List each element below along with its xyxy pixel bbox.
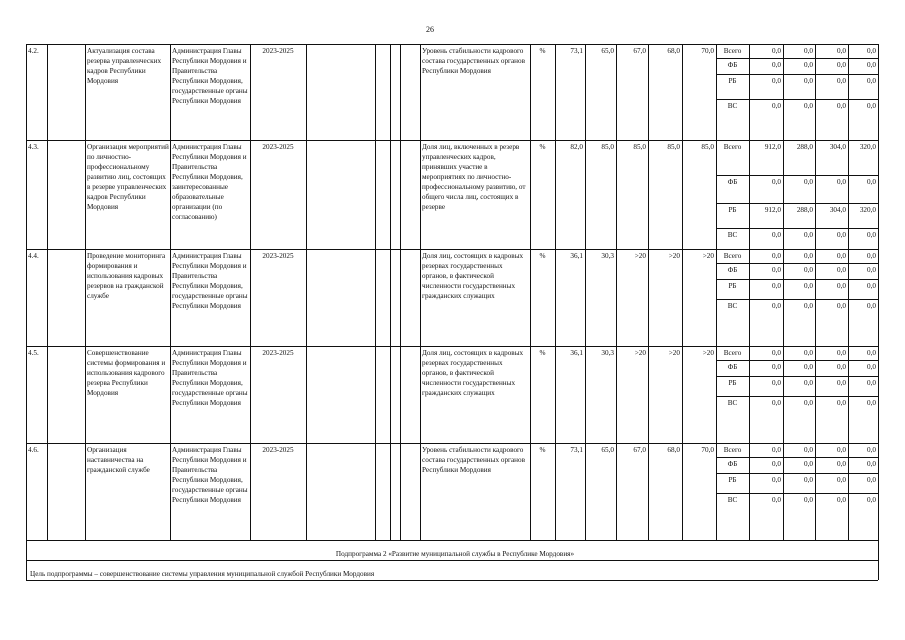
finance-hline (716, 203, 878, 204)
executor: Администрация Главы Республики Мордовия и Правительства Республики Мордовия, государственные органы Республики Мордовия (172, 349, 248, 407)
funding-amount: 0,0 (837, 349, 846, 357)
event-name: Совершенствование системы формирования и использования кадрового резерва Республики Мордовия (87, 349, 166, 397)
table-hline (26, 443, 878, 444)
funding-amount: 0,0 (804, 446, 813, 454)
funding-amount: 0,0 (804, 61, 813, 69)
funding-source: Всего (723, 143, 742, 151)
funding-amount: 912,0 (764, 143, 781, 151)
funding-amount: 0,0 (867, 61, 876, 69)
indicator-value: 65,0 (601, 446, 614, 454)
funding-amount: 0,0 (772, 61, 781, 69)
finance-hline (716, 279, 878, 280)
unit: % (539, 47, 546, 55)
funding-amount: 0,0 (837, 476, 846, 484)
funding-amount: 0,0 (804, 77, 813, 85)
executor: Администрация Главы Республики Мордовия и Правительства Республики Мордовия, государственные органы Республики Мордовия (172, 446, 248, 504)
funding-amount: 0,0 (804, 102, 813, 110)
funding-amount: 0,0 (772, 266, 781, 274)
funding-amount: 0,0 (837, 399, 846, 407)
funding-amount: 0,0 (837, 47, 846, 55)
indicator-value: 68,0 (667, 47, 680, 55)
indicator: Доля лиц, состоящих в кадровых резервах государственных органов, в фактической численности государственных гражданских служащих (422, 252, 524, 300)
funding-source: ФБ (727, 266, 738, 274)
funding-amount: 0,0 (772, 363, 781, 371)
funding-amount: 304,0 (829, 143, 846, 151)
indicator-value: 85,0 (601, 143, 614, 151)
funding-amount: 0,0 (867, 399, 876, 407)
funding-amount: 0,0 (867, 231, 876, 239)
table-vline (616, 44, 617, 540)
funding-amount: 288,0 (796, 143, 813, 151)
funding-amount: 0,0 (867, 302, 876, 310)
table-hline (26, 346, 878, 347)
funding-amount: 0,0 (867, 446, 876, 454)
indicator-value: 30,3 (601, 252, 614, 260)
funding-amount: 0,0 (772, 47, 781, 55)
row-number: 4.3. (28, 143, 39, 151)
indicator-value: 85,0 (667, 143, 680, 151)
table-vline (390, 44, 391, 540)
funding-amount: 0,0 (837, 496, 846, 504)
funding-amount: 0,0 (867, 460, 876, 468)
table-vline (375, 44, 376, 540)
table-vline (306, 44, 307, 540)
row-number: 4.6. (28, 446, 39, 454)
table-vline (47, 44, 48, 540)
funding-source: ВС (727, 399, 738, 407)
funding-amount: 0,0 (772, 231, 781, 239)
funding-amount: 0,0 (867, 363, 876, 371)
funding-source: Всего (723, 47, 742, 55)
table-hline (26, 540, 878, 541)
funding-source: РБ (728, 379, 737, 387)
funding-source: ФБ (727, 363, 738, 371)
unit: % (539, 446, 546, 454)
indicator-value: 70,0 (701, 47, 714, 55)
indicator-value: >20 (702, 252, 714, 260)
funding-amount: 0,0 (804, 282, 813, 290)
funding-amount: 0,0 (837, 446, 846, 454)
period: 2023-2025 (262, 349, 294, 357)
indicator-value: >20 (668, 349, 680, 357)
funding-amount: 0,0 (804, 178, 813, 186)
finance-hline (716, 228, 878, 229)
indicator-value: 36,1 (570, 252, 583, 260)
funding-amount: 0,0 (804, 302, 813, 310)
funding-source: ФБ (727, 61, 738, 69)
funding-source: ВС (727, 496, 738, 504)
funding-amount: 0,0 (867, 47, 876, 55)
indicator-value: 70,0 (701, 446, 714, 454)
funding-amount: 0,0 (837, 460, 846, 468)
table-vline (878, 540, 879, 580)
finance-hline (716, 175, 878, 176)
finance-hline (716, 376, 878, 377)
table-vline (420, 44, 421, 540)
finance-hline (716, 473, 878, 474)
funding-amount: 0,0 (837, 266, 846, 274)
event-name: Организация мероприятий по личностно-профессиональному развитию лиц, состоящих в резерве управленческих кадров Республики Мордовия (87, 143, 169, 211)
funding-amount: 0,0 (772, 399, 781, 407)
funding-amount: 0,0 (837, 363, 846, 371)
funding-source: ФБ (727, 178, 738, 186)
executor: Администрация Главы Республики Мордовия и Правительства Республики Мордовия, государственные органы Республики Мордовия (172, 252, 248, 310)
funding-amount: 0,0 (867, 349, 876, 357)
funding-amount: 0,0 (804, 231, 813, 239)
finance-hline (716, 74, 878, 75)
finance-hline (716, 493, 878, 494)
funding-amount: 0,0 (772, 379, 781, 387)
indicator-value: 82,0 (570, 143, 583, 151)
table-hline (26, 560, 878, 561)
funding-amount: 0,0 (772, 460, 781, 468)
funding-source: ФБ (727, 460, 738, 468)
funding-amount: 0,0 (867, 77, 876, 85)
funding-amount: 0,0 (772, 446, 781, 454)
funding-source: РБ (728, 282, 737, 290)
subprogram-title: Подпрограмма 2 «Развитие муниципальной службы в Республике Мордовия» (335, 550, 575, 558)
funding-amount: 0,0 (804, 252, 813, 260)
funding-amount: 0,0 (867, 266, 876, 274)
funding-amount: 0,0 (837, 61, 846, 69)
table-vline (85, 44, 86, 540)
funding-amount: 0,0 (772, 496, 781, 504)
funding-amount: 0,0 (772, 77, 781, 85)
indicator-value: 85,0 (633, 143, 646, 151)
table-vline (682, 44, 683, 540)
table-vline (250, 44, 251, 540)
funding-source: РБ (728, 77, 737, 85)
funding-source: ВС (727, 102, 738, 110)
funding-amount: 0,0 (837, 302, 846, 310)
finance-hline (716, 58, 878, 59)
funding-amount: 0,0 (804, 266, 813, 274)
funding-amount: 320,0 (859, 206, 876, 214)
funding-amount: 0,0 (772, 476, 781, 484)
event-name: Проведение мониторинга формирования и использования кадровых резервов на гражданской службе (87, 252, 166, 300)
funding-amount: 0,0 (837, 77, 846, 85)
indicator-value: 36,1 (570, 349, 583, 357)
table-hline (26, 140, 878, 141)
event-name: Организация наставничества на гражданской службе (87, 446, 150, 474)
indicator: Доля лиц, включенных в резерв управленческих кадров, принявших участие в мероприятиях по личностно-профессиональному развитию, от общего числа лиц, состоящих в резерве (422, 143, 526, 211)
funding-amount: 0,0 (772, 349, 781, 357)
indicator: Доля лиц, состоящих в кадровых резервах государственных органов, в фактической численности государственных гражданских служащих (422, 349, 524, 397)
funding-amount: 0,0 (804, 399, 813, 407)
table-vline (555, 44, 556, 540)
period: 2023-2025 (262, 252, 294, 260)
funding-amount: 304,0 (829, 206, 846, 214)
period: 2023-2025 (262, 47, 294, 55)
funding-amount: 0,0 (804, 460, 813, 468)
funding-amount: 0,0 (837, 282, 846, 290)
funding-amount: 288,0 (796, 206, 813, 214)
funding-source: Всего (723, 349, 742, 357)
indicator-value: 68,0 (667, 446, 680, 454)
funding-source: Всего (723, 446, 742, 454)
indicator-value: 30,3 (601, 349, 614, 357)
funding-amount: 0,0 (772, 178, 781, 186)
indicator-value: >20 (702, 349, 714, 357)
funding-source: РБ (728, 206, 737, 214)
unit: % (539, 349, 546, 357)
table-vline (585, 44, 586, 540)
indicator-value: 73,1 (570, 446, 583, 454)
funding-amount: 0,0 (837, 178, 846, 186)
funding-amount: 0,0 (772, 282, 781, 290)
funding-amount: 0,0 (867, 282, 876, 290)
executor: Администрация Главы Республики Мордовия и Правительства Республики Мордовия, заинтересованные образовательные организации (по согласованию) (172, 143, 247, 221)
indicator-value: >20 (634, 252, 646, 260)
funding-amount: 0,0 (772, 252, 781, 260)
period: 2023-2025 (262, 446, 294, 454)
funding-amount: 0,0 (867, 476, 876, 484)
funding-amount: 0,0 (837, 231, 846, 239)
indicator-value: >20 (634, 349, 646, 357)
indicator-value: 67,0 (633, 47, 646, 55)
finance-hline (716, 99, 878, 100)
funding-amount: 0,0 (867, 379, 876, 387)
funding-amount: 0,0 (804, 379, 813, 387)
funding-amount: 0,0 (867, 496, 876, 504)
finance-hline (716, 396, 878, 397)
table-vline (26, 540, 27, 580)
table-hline (26, 249, 878, 250)
subprogram-goal: Цель подпрограммы – совершенствование системы управления муниципальной службой Республики Мордовия (30, 570, 375, 578)
finance-hline (716, 299, 878, 300)
funding-amount: 0,0 (772, 102, 781, 110)
indicator-value: >20 (668, 252, 680, 260)
unit: % (539, 143, 546, 151)
funding-source: Всего (723, 252, 742, 260)
funding-amount: 0,0 (867, 102, 876, 110)
table-vline (26, 44, 27, 540)
executor: Администрация Главы Республики Мордовия и Правительства Республики Мордовия, государственные органы Республики Мордовия (172, 47, 248, 105)
funding-amount: 912,0 (764, 206, 781, 214)
row-number: 4.5. (28, 349, 39, 357)
funding-amount: 0,0 (804, 363, 813, 371)
finance-hline (716, 360, 878, 361)
funding-amount: 0,0 (772, 302, 781, 310)
table-vline (400, 44, 401, 540)
finance-hline (716, 457, 878, 458)
table-hline (26, 44, 878, 45)
funding-amount: 0,0 (837, 102, 846, 110)
funding-source: РБ (728, 476, 737, 484)
indicator-value: 85,0 (701, 143, 714, 151)
indicator: Уровень стабильности кадрового состава государственных органов Республики Мордовия (422, 446, 526, 474)
funding-amount: 0,0 (867, 178, 876, 186)
row-number: 4.4. (28, 252, 39, 260)
table-vline (170, 44, 171, 540)
table-vline (530, 44, 531, 540)
funding-amount: 0,0 (867, 252, 876, 260)
indicator-value: 67,0 (633, 446, 646, 454)
funding-source: ВС (727, 231, 738, 239)
funding-amount: 0,0 (804, 349, 813, 357)
page-number: 26 (426, 25, 434, 34)
table-hline (26, 580, 878, 581)
finance-hline (716, 263, 878, 264)
indicator: Уровень стабильности кадрового состава государственных органов Республики Мордовия (422, 47, 526, 75)
table-vline (878, 44, 879, 540)
row-number: 4.2. (28, 47, 39, 55)
funding-amount: 0,0 (804, 476, 813, 484)
funding-source: ВС (727, 302, 738, 310)
event-name: Актуализация состава резерва управленческих кадров Республики Мордовия (87, 47, 162, 85)
funding-amount: 0,0 (837, 379, 846, 387)
funding-amount: 0,0 (804, 47, 813, 55)
indicator-value: 65,0 (601, 47, 614, 55)
indicator-value: 73,1 (570, 47, 583, 55)
unit: % (539, 252, 546, 260)
period: 2023-2025 (262, 143, 294, 151)
funding-amount: 320,0 (859, 143, 876, 151)
funding-amount: 0,0 (804, 496, 813, 504)
table-vline (648, 44, 649, 540)
funding-amount: 0,0 (837, 252, 846, 260)
